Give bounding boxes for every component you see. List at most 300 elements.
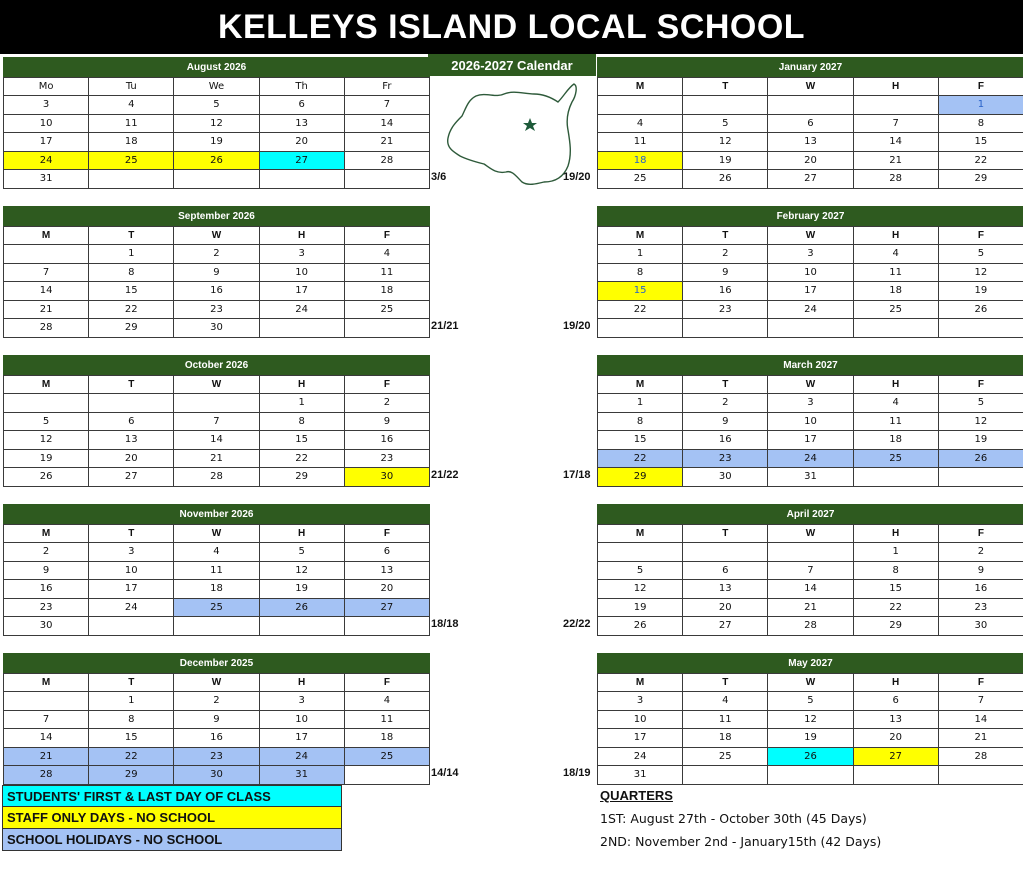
weekday-header: H [259,376,344,394]
day-count: 18/19 [563,767,591,779]
day-cell: 4 [344,692,429,711]
weekday-header: W [768,227,853,245]
week-row [4,412,430,431]
day-cell: 9 [938,561,1023,580]
week-row [598,96,1023,115]
day-cell: 9 [174,710,259,729]
day-cell: 15 [89,282,174,301]
day-cell: 12 [938,263,1023,282]
month-title: May 2027 [597,653,1023,673]
day-cell: 5 [259,543,344,562]
week-row [4,468,430,487]
week-row [4,133,430,152]
day-cell: 10 [4,114,89,133]
week-row [598,449,1023,468]
day-cell: 19 [938,431,1023,450]
day-cell: 21 [4,747,89,766]
month-grid [3,673,430,785]
week-row [598,710,1023,729]
day-cell: 17 [4,133,89,152]
day-cell: 11 [344,710,429,729]
day-count: 14/14 [431,767,459,779]
day-cell: 6 [853,692,938,711]
month-grid [3,226,430,338]
day-cell: 26 [938,449,1023,468]
day-cell: 3 [768,394,853,413]
legend-staff-label: STAFF ONLY DAYS - NO SCHOOL [7,810,216,825]
weekday-header: F [938,674,1023,692]
day-cell [768,96,853,115]
day-cell [938,766,1023,785]
day-cell [768,543,853,562]
day-cell: 24 [259,747,344,766]
day-cell: 27 [853,747,938,766]
day-cell: 21 [853,151,938,170]
day-cell: 13 [89,431,174,450]
day-cell: 28 [4,766,89,785]
day-cell: 2 [938,543,1023,562]
day-cell: 22 [89,747,174,766]
week-row [4,114,430,133]
day-cell: 18 [89,133,174,152]
weekday-header: W [768,376,853,394]
day-cell: 18 [683,729,768,748]
day-cell: 22 [938,151,1023,170]
day-cell: 3 [89,543,174,562]
weekday-header: F [344,227,429,245]
day-cell: 3 [259,692,344,711]
day-cell: 5 [938,394,1023,413]
week-row [598,114,1023,133]
day-cell: 23 [683,449,768,468]
weekday-header: Tu [89,78,174,96]
day-cell: 19 [938,282,1023,301]
day-cell: 20 [853,729,938,748]
weekday-header: T [89,525,174,543]
week-row [598,580,1023,599]
week-row [598,692,1023,711]
day-cell: 6 [89,412,174,431]
day-cell: 14 [768,580,853,599]
day-cell: 20 [259,133,344,152]
day-cell: 22 [598,300,683,319]
week-row [4,617,430,636]
week-row [598,468,1023,487]
day-cell: 9 [683,263,768,282]
week-row [4,692,430,711]
month-february-2027 [597,206,1023,338]
day-cell: 12 [598,580,683,599]
day-cell: 5 [174,96,259,115]
day-cell: 31 [768,468,853,487]
day-cell: 17 [259,282,344,301]
day-cell: 25 [344,747,429,766]
day-cell: 29 [89,319,174,338]
day-cell: 4 [344,245,429,264]
weekday-header: M [598,674,683,692]
day-cell: 11 [683,710,768,729]
day-cell: 14 [344,114,429,133]
day-cell: 26 [598,617,683,636]
day-cell [344,617,429,636]
day-cell: 6 [344,543,429,562]
weekday-header: M [4,525,89,543]
day-cell: 4 [89,96,174,115]
day-cell [344,170,429,189]
day-cell: 30 [174,319,259,338]
day-cell: 11 [853,263,938,282]
day-cell: 16 [344,431,429,450]
weekday-header: T [683,525,768,543]
kelleys-island-map-icon [440,78,582,190]
month-grid [597,673,1023,785]
week-row [598,747,1023,766]
day-cell: 7 [768,561,853,580]
day-cell: 30 [938,617,1023,636]
weekday-header: W [174,376,259,394]
day-cell [174,394,259,413]
day-cell: 11 [598,133,683,152]
day-cell: 7 [4,710,89,729]
day-cell: 29 [89,766,174,785]
day-cell: 19 [598,598,683,617]
day-cell: 29 [938,170,1023,189]
week-row [4,449,430,468]
weekday-header: M [598,227,683,245]
week-row [598,151,1023,170]
day-cell: 1 [938,96,1023,115]
day-cell: 13 [768,133,853,152]
week-row [598,300,1023,319]
day-cell: 2 [683,245,768,264]
weekday-header: W [174,227,259,245]
day-cell: 1 [853,543,938,562]
week-row [4,729,430,748]
day-cell: 21 [344,133,429,152]
day-cell: 28 [768,617,853,636]
day-cell: 5 [938,245,1023,264]
quarter-2: 2ND: November 2nd - January15th (42 Days) [600,834,882,849]
day-cell: 14 [4,729,89,748]
calendar-year-label: 2026-2027 Calendar [451,57,573,73]
weekday-header: F [938,525,1023,543]
day-cell: 2 [4,543,89,562]
day-cell: 26 [174,151,259,170]
day-cell: 15 [853,580,938,599]
month-grid [3,524,430,636]
day-cell: 24 [4,151,89,170]
page-title-bar [0,0,1023,54]
day-cell: 26 [768,747,853,766]
weekday-header: H [259,227,344,245]
day-cell: 10 [768,412,853,431]
weekday-header: F [938,376,1023,394]
day-cell: 22 [259,449,344,468]
day-cell: 21 [4,300,89,319]
day-cell: 3 [768,245,853,264]
day-cell: 16 [174,729,259,748]
day-cell [683,543,768,562]
day-cell: 29 [259,468,344,487]
day-cell: 14 [938,710,1023,729]
weekday-header: T [89,674,174,692]
day-cell [89,394,174,413]
weekday-header: F [938,78,1023,96]
day-cell: 26 [683,170,768,189]
day-cell: 5 [683,114,768,133]
month-title: August 2026 [3,57,430,77]
day-cell: 10 [259,263,344,282]
quarter-1: 1ST: August 27th - October 30th (45 Days) [600,811,867,826]
day-cell: 24 [768,449,853,468]
month-title: November 2026 [3,504,430,524]
day-cell: 28 [853,170,938,189]
day-cell [4,394,89,413]
day-cell: 3 [4,96,89,115]
weekday-header: W [768,525,853,543]
month-may-2027 [597,653,1023,785]
day-cell: 3 [259,245,344,264]
day-cell: 27 [89,468,174,487]
week-row [4,300,430,319]
weekday-header: M [598,376,683,394]
day-cell: 19 [174,133,259,152]
day-cell: 30 [174,766,259,785]
day-cell: 15 [89,729,174,748]
day-cell: 18 [174,580,259,599]
weekday-header: H [853,525,938,543]
day-cell: 4 [853,245,938,264]
day-cell: 9 [344,412,429,431]
month-august-2026 [3,57,430,189]
day-cell: 5 [768,692,853,711]
weekday-header: H [853,376,938,394]
day-cell: 14 [174,431,259,450]
day-cell: 24 [89,598,174,617]
week-row [4,245,430,264]
day-cell: 26 [938,300,1023,319]
week-row [598,170,1023,189]
week-row [598,133,1023,152]
legend-holidays [2,829,342,851]
weekday-header: H [853,78,938,96]
legend-students-label: STUDENTS' FIRST & LAST DAY OF CLASS [7,788,271,804]
week-row [598,245,1023,264]
day-cell: 17 [89,580,174,599]
day-cell: 1 [259,394,344,413]
day-cell: 1 [89,692,174,711]
day-cell: 25 [853,300,938,319]
day-cell: 8 [598,263,683,282]
weekday-header: H [259,525,344,543]
day-cell: 15 [938,133,1023,152]
weekday-header: M [4,227,89,245]
day-cell: 26 [4,468,89,487]
weekday-header: W [174,525,259,543]
week-row [598,282,1023,301]
day-cell: 26 [259,598,344,617]
day-cell [853,319,938,338]
day-cell: 12 [938,412,1023,431]
star-icon [523,118,537,131]
week-row [598,319,1023,338]
day-count: 3/6 [431,171,447,183]
day-cell: 23 [174,300,259,319]
day-cell: 4 [853,394,938,413]
week-row [4,96,430,115]
day-cell: 31 [598,766,683,785]
day-cell [4,245,89,264]
day-cell: 5 [598,561,683,580]
weekday-header: H [259,674,344,692]
day-cell: 28 [344,151,429,170]
month-grid [3,77,430,189]
weekday-header: We [174,78,259,96]
day-cell: 12 [768,710,853,729]
day-cell [174,170,259,189]
day-cell: 10 [89,561,174,580]
day-cell: 7 [174,412,259,431]
weekday-header: M [598,78,683,96]
day-cell [89,170,174,189]
day-cell: 16 [938,580,1023,599]
day-count: 19/20 [563,171,591,183]
day-cell [89,617,174,636]
legend-holidays-label: SCHOOL HOLIDAYS - NO SCHOOL [7,832,223,847]
day-cell [938,319,1023,338]
day-cell: 22 [853,598,938,617]
month-january-2027 [597,57,1023,189]
month-march-2027 [597,355,1023,487]
day-cell: 3 [598,692,683,711]
day-cell: 11 [853,412,938,431]
week-row [4,710,430,729]
day-cell [853,766,938,785]
day-cell: 17 [598,729,683,748]
day-cell: 19 [259,580,344,599]
day-cell: 27 [259,151,344,170]
legend [2,785,342,851]
day-cell: 27 [768,170,853,189]
week-row [4,151,430,170]
day-cell [598,96,683,115]
weekday-header: F [938,227,1023,245]
day-cell: 9 [174,263,259,282]
day-cell: 21 [938,729,1023,748]
day-count: 18/18 [431,618,459,630]
day-cell: 17 [259,729,344,748]
day-cell: 27 [344,598,429,617]
day-count: 21/21 [431,320,459,332]
weekday-header: M [598,525,683,543]
weekday-header: Fr [344,78,429,96]
day-cell: 25 [344,300,429,319]
month-title: February 2027 [597,206,1023,226]
week-row [4,282,430,301]
day-cell: 8 [598,412,683,431]
day-cell: 20 [344,580,429,599]
weekday-header: W [768,674,853,692]
day-cell: 2 [344,394,429,413]
week-row [4,561,430,580]
day-cell: 23 [4,598,89,617]
day-cell: 29 [598,468,683,487]
day-cell: 15 [598,431,683,450]
day-cell: 16 [174,282,259,301]
weekday-header: W [174,674,259,692]
week-row [4,170,430,189]
school-title: KELLEYS ISLAND LOCAL SCHOOL [217,7,806,46]
day-count: 21/22 [431,469,459,481]
day-cell: 18 [598,151,683,170]
day-cell: 31 [259,766,344,785]
day-cell: 18 [344,729,429,748]
weekday-header: Mo [4,78,89,96]
day-cell: 31 [4,170,89,189]
week-row [4,543,430,562]
day-cell: 25 [683,747,768,766]
day-cell: 7 [344,96,429,115]
quarters-section [600,788,881,857]
day-cell: 22 [89,300,174,319]
week-row [4,263,430,282]
month-october-2026 [3,355,430,487]
week-row [4,598,430,617]
weekday-header: T [89,376,174,394]
day-cell: 28 [174,468,259,487]
day-cell: 19 [768,729,853,748]
day-cell: 23 [938,598,1023,617]
day-cell: 17 [768,431,853,450]
day-cell [259,617,344,636]
day-cell: 15 [598,282,683,301]
week-row [598,561,1023,580]
month-april-2027 [597,504,1023,636]
day-cell: 8 [259,412,344,431]
day-cell [344,319,429,338]
day-cell [174,617,259,636]
week-row [4,394,430,413]
month-december-2025 [3,653,430,785]
day-cell: 18 [344,282,429,301]
day-cell [598,543,683,562]
day-cell: 28 [4,319,89,338]
day-cell: 8 [938,114,1023,133]
day-cell: 27 [683,617,768,636]
month-grid [597,226,1023,338]
week-row [598,766,1023,785]
month-grid [3,375,430,487]
week-row [4,766,430,785]
month-grid [597,77,1023,189]
day-cell [259,170,344,189]
weekday-header: F [344,525,429,543]
day-cell [683,96,768,115]
day-cell: 8 [853,561,938,580]
day-count: 19/20 [563,320,591,332]
day-cell: 20 [683,598,768,617]
weekday-header: F [344,376,429,394]
day-cell [683,766,768,785]
day-cell: 20 [89,449,174,468]
day-cell: 25 [89,151,174,170]
month-grid [597,375,1023,487]
weekday-header: Th [259,78,344,96]
day-cell: 6 [768,114,853,133]
month-title: January 2027 [597,57,1023,77]
day-cell: 12 [259,561,344,580]
day-cell: 1 [89,245,174,264]
